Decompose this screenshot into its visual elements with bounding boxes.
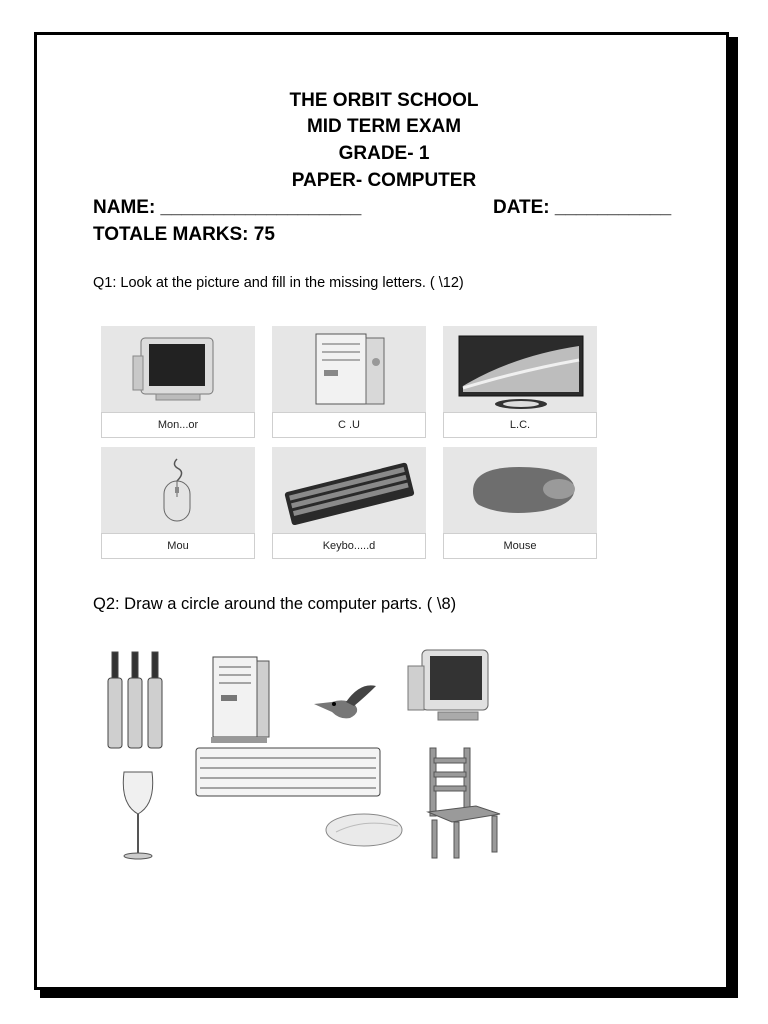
q1-card-lcd xyxy=(443,326,597,438)
q1-card-cpu xyxy=(272,326,426,438)
cricket-bats-icon xyxy=(104,648,166,752)
chair-icon xyxy=(418,744,510,862)
lcd-screen-icon xyxy=(443,326,597,412)
wine-glass-icon xyxy=(116,768,160,864)
mouse-icon xyxy=(322,808,410,852)
exam-title: MID TERM EXAM xyxy=(306,116,462,137)
name-field: NAME: ___________________ xyxy=(93,197,362,218)
mouse-pad-icon xyxy=(443,447,597,533)
keyboard-icon xyxy=(192,744,384,800)
keyboard-icon xyxy=(272,447,426,533)
question-1: Q1: Look at the picture and fill in the missing letters. ( \12) xyxy=(93,275,464,291)
q1-label-3: L.C. xyxy=(443,412,597,438)
school-name: THE ORBIT SCHOOL xyxy=(289,90,479,111)
q1-card-keyboard xyxy=(272,447,426,559)
crt-monitor-icon xyxy=(101,326,255,412)
q1-label-6: Mouse xyxy=(443,533,597,559)
q1-label-4: Mou xyxy=(101,533,255,559)
paper-label: PAPER- COMPUTER xyxy=(291,170,477,191)
date-field: DATE: ___________ xyxy=(493,197,672,218)
q1-card-mouse xyxy=(101,447,255,559)
mouse-icon xyxy=(101,447,255,533)
cpu-tower-icon xyxy=(272,326,426,412)
question-2: Q2: Draw a circle around the computer parts. ( \8) xyxy=(93,595,457,613)
q1-label-1: Mon...or xyxy=(101,412,255,438)
bird-icon xyxy=(310,678,380,730)
cpu-tower-icon xyxy=(207,655,275,747)
q1-label-5: Keybo.....d xyxy=(272,533,426,559)
q1-card-mousepad xyxy=(443,447,597,559)
total-marks: TOTALE MARKS: 75 xyxy=(93,224,275,245)
crt-monitor-icon xyxy=(402,646,498,732)
q1-card-monitor xyxy=(101,326,255,438)
grade-label: GRADE- 1 xyxy=(338,143,430,164)
q1-label-2: C .U xyxy=(272,412,426,438)
